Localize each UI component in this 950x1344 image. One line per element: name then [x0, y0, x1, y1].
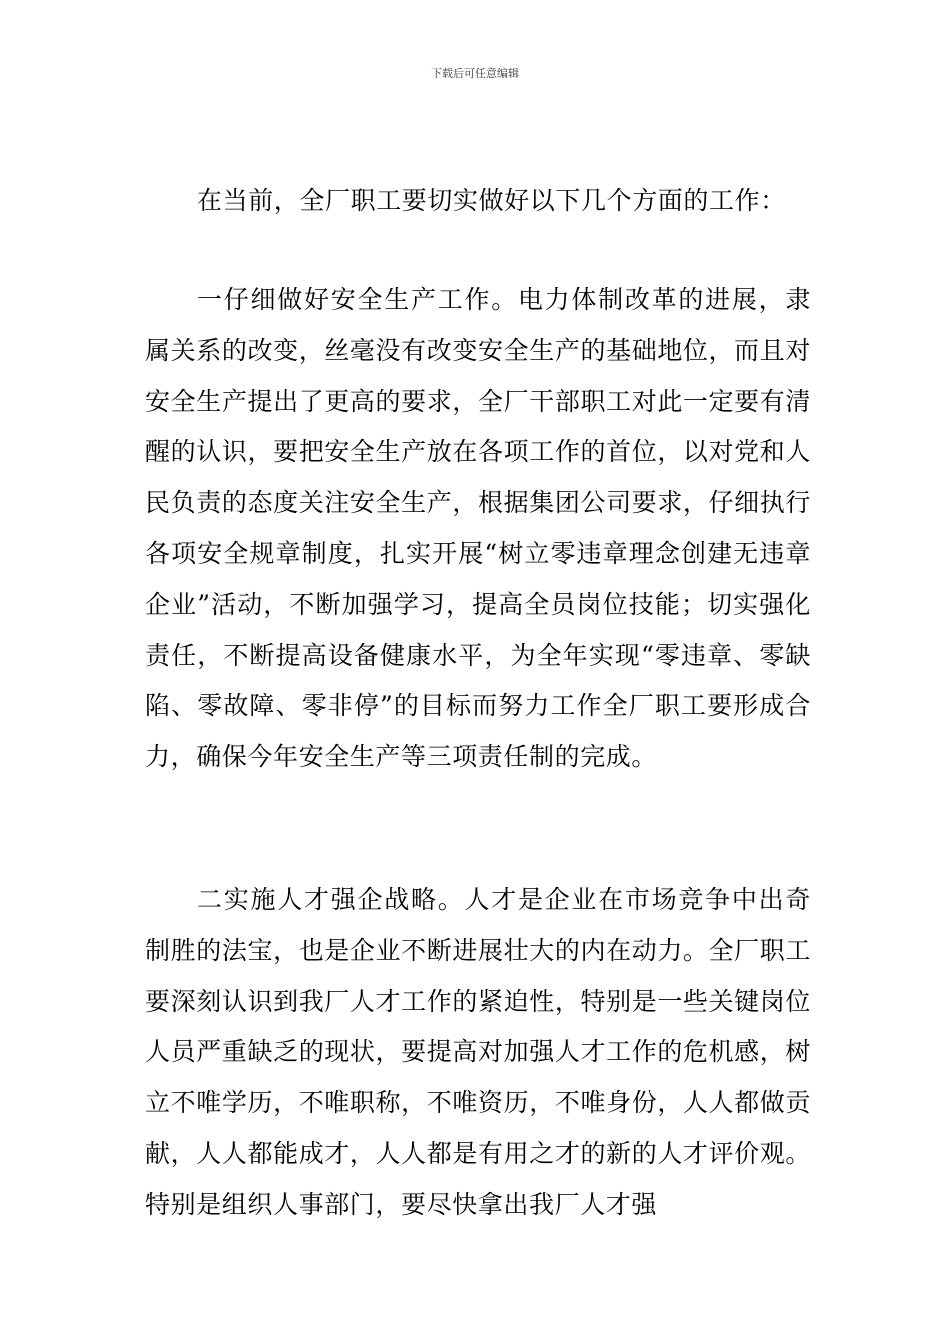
- intro-paragraph: 在当前，全厂职工要切实做好以下几个方面的工作：: [197, 186, 786, 215]
- page-header-note: 下载后可任意编辑: [431, 67, 519, 80]
- paragraph-safety-production: 一仔细做好安全生产工作。电力体制改革的进展，隶属关系的改变，丝毫没有改变安全生产的基础地位，而且对安全生产提出了更高的要求，全厂干部职工对此一定要有清醒的认识，要把安全生产放在各项工作的首位，以对党和人民负责的态度关注安全生产，根据集团公司要求，仔细执行各项安全规章制度，扎实开展“树立零违章理念创建无违章企业”活动，不断加强学习，提高全员岗位技能；切实强化责任，不断提高设备健康水平，为全年实现“零违章、零缺陷、零故障、零非停”的目标而努力工作全厂职工要形成合力，确保今年安全生产等三项责任制的完成。: [145, 285, 811, 772]
- paragraph-talent-strategy: 二实施人才强企战略。人才是企业在市场竞争中出奇制胜的法宝，也是企业不断进展壮大的内在动力。全厂职工要深刻认识到我厂人才工作的紧迫性，特别是一些关键岗位人员严重缺乏的现状，要提高对加强人才工作的危机感，树立不唯学历，不唯职称，不唯资历，不唯身份，人人都做贡献，人人都能成才，人人都是有用之才的新的人才评价观。特别是组织人事部门，要尽快拿出我厂人才强: [145, 885, 811, 1219]
